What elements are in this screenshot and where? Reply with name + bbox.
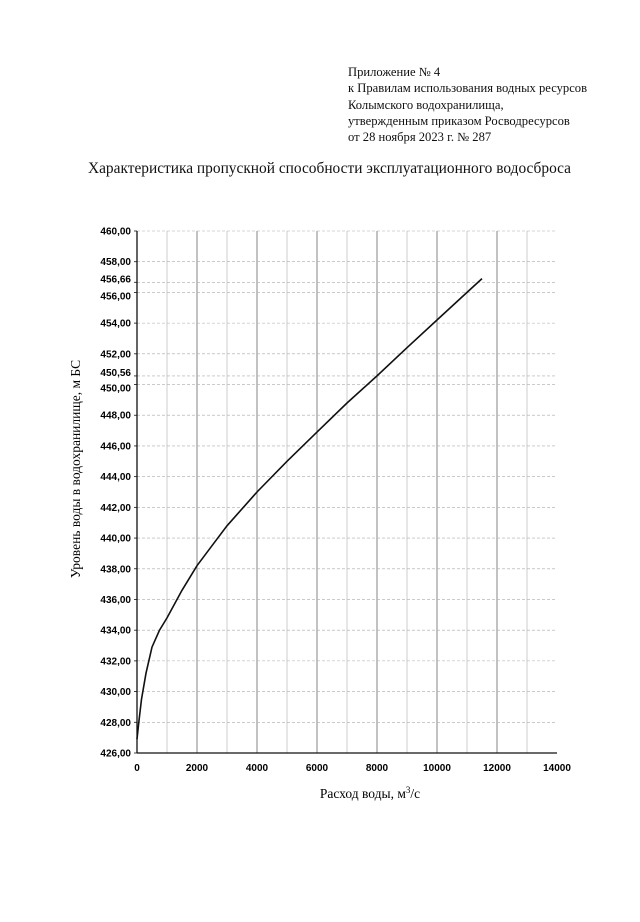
y-tick-label: 442,00 bbox=[100, 502, 131, 514]
y-tick-label: 452,00 bbox=[100, 349, 131, 361]
y-tick-label: 440,00 bbox=[100, 533, 131, 545]
y-tick-label: 428,00 bbox=[100, 717, 131, 729]
x-axis-label-suffix: /с bbox=[410, 786, 421, 801]
x-tick-label: 14000 bbox=[543, 763, 571, 774]
x-tick-label: 0 bbox=[134, 763, 140, 774]
y-tick-label: 460,00 bbox=[100, 226, 131, 238]
y-tick-label: 448,00 bbox=[100, 410, 131, 422]
y-tick-label: 436,00 bbox=[100, 594, 131, 606]
y-tick-label: 454,00 bbox=[100, 318, 131, 330]
x-axis-label-text: Расход воды, м bbox=[319, 786, 406, 801]
y-tick-label: 450,00 bbox=[100, 383, 131, 395]
y-tick-label: 426,00 bbox=[100, 748, 131, 760]
grid bbox=[137, 231, 557, 753]
y-tick-labels bbox=[100, 227, 131, 760]
x-axis-label bbox=[320, 785, 420, 801]
y-tick-label: 432,00 bbox=[100, 656, 131, 668]
y-tick-label: 450,56 bbox=[100, 367, 131, 379]
y-tick-label: 458,00 bbox=[100, 257, 131, 269]
appendix-line-reservoir: Колымского водохранилища, bbox=[348, 97, 504, 112]
chart-title: Характеристика пропускной способности эксплуатационного водосброса bbox=[87, 160, 572, 177]
appendix-line-date: от 28 ноября 2023 г. № 287 bbox=[348, 130, 492, 145]
rating-curve-line bbox=[137, 279, 482, 740]
x-tick-label: 8000 bbox=[365, 763, 389, 774]
appendix-line-rules: к Правилам использования водных ресурсов bbox=[348, 81, 588, 96]
y-tick-label: 444,00 bbox=[100, 472, 131, 484]
y-axis-label: Уровень воды в водохранилище, м БС bbox=[68, 359, 83, 579]
x-tick-label: 2000 bbox=[185, 763, 209, 774]
y-tick-label: 434,00 bbox=[100, 625, 131, 637]
y-tick-label: 446,00 bbox=[100, 441, 131, 453]
y-tick-label: 456,00 bbox=[100, 291, 131, 303]
appendix-line-order: утвержденным приказом Росводресурсов bbox=[348, 113, 570, 128]
x-tick-label: 4000 bbox=[245, 763, 269, 774]
x-axis-label-sup: 3 bbox=[405, 785, 411, 795]
x-tick-label: 12000 bbox=[483, 763, 511, 774]
y-tick-label: 438,00 bbox=[100, 564, 131, 576]
x-tick-labels bbox=[134, 763, 571, 774]
y-tick-label: 430,00 bbox=[100, 687, 131, 699]
y-tick-label: 456,66 bbox=[100, 274, 131, 286]
appendix-line-number: Приложение № 4 bbox=[348, 65, 441, 79]
x-tick-label: 10000 bbox=[423, 763, 451, 774]
x-tick-label: 6000 bbox=[305, 763, 329, 774]
